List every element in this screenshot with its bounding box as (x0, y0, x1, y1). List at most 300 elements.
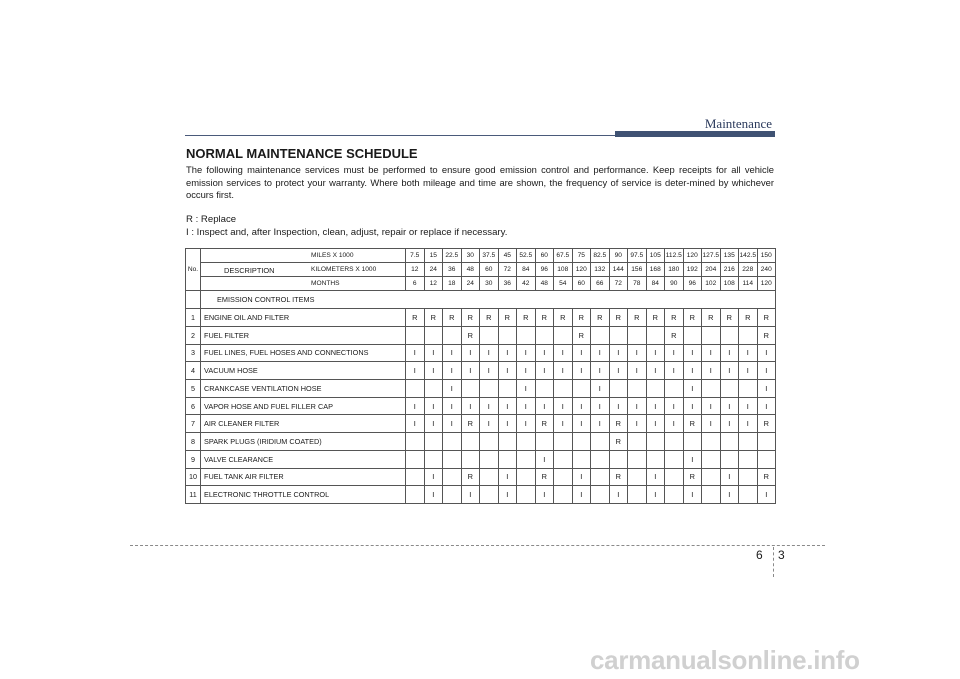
table-row (186, 344, 776, 362)
service-mark (517, 326, 536, 344)
interval-value: 48 (461, 263, 480, 277)
service-mark (628, 326, 647, 344)
footer-divider (773, 547, 774, 577)
service-mark (591, 486, 610, 504)
service-mark (406, 379, 425, 397)
service-mark: I (480, 397, 499, 415)
service-mark (480, 433, 499, 451)
service-mark: I (720, 397, 739, 415)
service-mark: I (757, 486, 776, 504)
interval-value: 6 (406, 277, 425, 291)
service-mark: I (424, 362, 443, 380)
service-mark: I (609, 362, 628, 380)
service-mark (702, 450, 721, 468)
service-mark: I (628, 344, 647, 362)
service-mark: I (572, 344, 591, 362)
service-mark (665, 486, 684, 504)
service-mark: I (424, 486, 443, 504)
service-mark: I (591, 415, 610, 433)
interval-value: 132 (591, 263, 610, 277)
interval-row (186, 249, 776, 263)
service-mark: I (702, 397, 721, 415)
service-mark (665, 379, 684, 397)
service-mark: R (535, 468, 554, 486)
service-mark (461, 450, 480, 468)
service-mark: I (683, 450, 702, 468)
service-mark: I (406, 397, 425, 415)
service-mark (609, 379, 628, 397)
group-label: EMISSION CONTROL ITEMS (201, 291, 776, 309)
interval-value: 30 (480, 277, 499, 291)
item-name: FUEL LINES, FUEL HOSES AND CONNECTIONS (201, 344, 406, 362)
service-mark (572, 450, 591, 468)
page-number: 3 (778, 548, 785, 562)
service-mark: R (609, 415, 628, 433)
service-mark: I (665, 415, 684, 433)
section-header: Maintenance (704, 116, 772, 131)
item-number: 8 (186, 433, 201, 451)
interval-value: 82.5 (591, 249, 610, 263)
service-mark: R (554, 309, 573, 327)
service-mark: R (609, 468, 628, 486)
service-mark: I (720, 344, 739, 362)
service-mark (609, 450, 628, 468)
service-mark (424, 450, 443, 468)
item-number: 4 (186, 362, 201, 380)
description-header: DESCRIPTION (224, 266, 275, 275)
item-number: 11 (186, 486, 201, 504)
service-mark: I (757, 362, 776, 380)
item-name: VALVE CLEARANCE (201, 450, 406, 468)
service-mark (702, 468, 721, 486)
service-mark (517, 468, 536, 486)
service-mark: I (424, 468, 443, 486)
interval-value: 96 (535, 263, 554, 277)
interval-value: 168 (646, 263, 665, 277)
service-mark (628, 468, 647, 486)
interval-value: 30 (461, 249, 480, 263)
service-mark (665, 450, 684, 468)
service-mark (517, 433, 536, 451)
table-row (186, 309, 776, 327)
service-mark: I (739, 415, 758, 433)
service-mark (757, 433, 776, 451)
service-mark: I (646, 397, 665, 415)
interval-value: 22.5 (443, 249, 462, 263)
interval-value: 75 (572, 249, 591, 263)
interval-value: 192 (683, 263, 702, 277)
service-mark: I (498, 362, 517, 380)
service-mark (702, 326, 721, 344)
service-mark (498, 433, 517, 451)
legend-replace: R : Replace (186, 214, 237, 225)
interval-value: 37.5 (480, 249, 499, 263)
service-mark (517, 450, 536, 468)
service-mark: I (406, 362, 425, 380)
interval-value: 96 (683, 277, 702, 291)
service-mark: I (591, 344, 610, 362)
service-mark: R (665, 326, 684, 344)
service-mark: I (554, 415, 573, 433)
service-mark: I (739, 344, 758, 362)
service-mark (665, 433, 684, 451)
interval-value: 102 (702, 277, 721, 291)
interval-value: 52.5 (517, 249, 536, 263)
item-name: VAPOR HOSE AND FUEL FILLER CAP (201, 397, 406, 415)
service-mark: I (702, 415, 721, 433)
service-mark (739, 326, 758, 344)
service-mark: R (683, 468, 702, 486)
service-mark (591, 433, 610, 451)
service-mark (498, 326, 517, 344)
service-mark: I (461, 362, 480, 380)
interval-value: 24 (461, 277, 480, 291)
service-mark: I (739, 397, 758, 415)
service-mark (535, 379, 554, 397)
service-mark (443, 450, 462, 468)
service-mark (461, 379, 480, 397)
service-mark: R (609, 433, 628, 451)
service-mark: I (535, 362, 554, 380)
schedule-title: NORMAL MAINTENANCE SCHEDULE (186, 146, 418, 161)
service-mark: I (609, 486, 628, 504)
service-mark (480, 468, 499, 486)
service-mark (424, 433, 443, 451)
service-mark (739, 486, 758, 504)
service-mark (702, 433, 721, 451)
service-mark (554, 433, 573, 451)
service-mark: I (646, 468, 665, 486)
service-mark: R (461, 415, 480, 433)
interval-value: 127.5 (702, 249, 721, 263)
interval-label: MONTHS (201, 277, 406, 291)
service-mark: I (739, 362, 758, 380)
service-mark: R (646, 309, 665, 327)
table-row (186, 362, 776, 380)
interval-value: 12 (406, 263, 425, 277)
interval-value: 120 (572, 263, 591, 277)
service-mark: I (554, 362, 573, 380)
service-mark (498, 450, 517, 468)
service-mark (646, 326, 665, 344)
service-mark: R (757, 326, 776, 344)
service-mark: I (720, 486, 739, 504)
service-mark: I (572, 486, 591, 504)
service-mark: R (591, 309, 610, 327)
service-mark (683, 433, 702, 451)
service-mark: I (572, 415, 591, 433)
interval-value: 67.5 (554, 249, 573, 263)
service-mark (443, 433, 462, 451)
service-mark: I (702, 362, 721, 380)
service-mark: I (517, 415, 536, 433)
interval-value: 84 (646, 277, 665, 291)
service-mark: I (572, 397, 591, 415)
interval-value: 216 (720, 263, 739, 277)
service-mark (739, 433, 758, 451)
service-mark (646, 433, 665, 451)
service-mark: I (591, 362, 610, 380)
service-mark (628, 450, 647, 468)
service-mark: R (535, 415, 554, 433)
service-mark (702, 486, 721, 504)
interval-value: 36 (498, 277, 517, 291)
service-mark (554, 450, 573, 468)
interval-value: 72 (498, 263, 517, 277)
interval-value: 120 (683, 249, 702, 263)
service-mark: R (739, 309, 758, 327)
service-mark: R (443, 309, 462, 327)
interval-value: 144 (609, 263, 628, 277)
service-mark: I (628, 362, 647, 380)
interval-value: 90 (665, 277, 684, 291)
service-mark: R (683, 309, 702, 327)
service-mark: I (720, 415, 739, 433)
service-mark: I (480, 362, 499, 380)
interval-value: 54 (554, 277, 573, 291)
service-mark (424, 379, 443, 397)
service-mark: I (628, 397, 647, 415)
interval-value: 156 (628, 263, 647, 277)
interval-value: 240 (757, 263, 776, 277)
service-mark: I (406, 415, 425, 433)
service-mark (591, 450, 610, 468)
interval-value: 7.5 (406, 249, 425, 263)
service-mark: I (443, 362, 462, 380)
service-mark: R (757, 468, 776, 486)
watermark: carmanualsonline.info (590, 645, 860, 675)
item-name: AIR CLEANER FILTER (201, 415, 406, 433)
service-mark (554, 379, 573, 397)
service-mark: R (702, 309, 721, 327)
service-mark (646, 379, 665, 397)
service-mark: I (461, 486, 480, 504)
service-mark: R (665, 309, 684, 327)
service-mark: R (609, 309, 628, 327)
service-mark (480, 450, 499, 468)
interval-value: 135 (720, 249, 739, 263)
service-mark (480, 379, 499, 397)
service-mark (720, 326, 739, 344)
service-mark: I (498, 468, 517, 486)
interval-value: 84 (517, 263, 536, 277)
service-mark (591, 468, 610, 486)
interval-value: 150 (757, 249, 776, 263)
service-mark: I (443, 379, 462, 397)
service-mark (628, 433, 647, 451)
item-name: SPARK PLUGS (IRIDIUM COATED) (201, 433, 406, 451)
service-mark (720, 450, 739, 468)
service-mark: I (517, 379, 536, 397)
service-mark: I (646, 344, 665, 362)
service-mark: I (628, 415, 647, 433)
interval-row (186, 277, 776, 291)
interval-value: 142.5 (739, 249, 758, 263)
service-mark: I (591, 379, 610, 397)
service-mark: I (424, 397, 443, 415)
page-chapter: 6 (756, 548, 763, 562)
interval-value: 45 (498, 249, 517, 263)
service-mark (628, 486, 647, 504)
service-mark (443, 486, 462, 504)
interval-value: 60 (535, 249, 554, 263)
service-mark: I (609, 344, 628, 362)
table-row (186, 415, 776, 433)
table-row (186, 468, 776, 486)
table-row (186, 486, 776, 504)
service-mark (646, 450, 665, 468)
service-mark: I (443, 344, 462, 362)
table-row (186, 450, 776, 468)
group-row (186, 291, 776, 309)
interval-value: 12 (424, 277, 443, 291)
interval-value: 97.5 (628, 249, 647, 263)
item-name: ENGINE OIL AND FILTER (201, 309, 406, 327)
service-mark (406, 486, 425, 504)
service-mark: I (535, 397, 554, 415)
intro-paragraph: The following maintenance services must be performed to ensure good emission control and performance. Keep receipts for all vehicle emission services to protect your warranty. Where both mileage and time are shown, the frequency of service is deter-mined by whichever occurs first. (186, 164, 774, 200)
item-name: FUEL FILTER (201, 326, 406, 344)
service-mark (406, 450, 425, 468)
footer-rule (130, 545, 825, 546)
interval-value: 112.5 (665, 249, 684, 263)
service-mark (554, 326, 573, 344)
maintenance-schedule-table (185, 248, 776, 504)
service-mark: R (461, 309, 480, 327)
interval-value: 105 (646, 249, 665, 263)
table-row (186, 326, 776, 344)
service-mark: I (424, 344, 443, 362)
item-name: ELECTRONIC THROTTLE CONTROL (201, 486, 406, 504)
interval-value: 78 (628, 277, 647, 291)
header-rule (185, 135, 615, 136)
service-mark: R (757, 415, 776, 433)
table-row (186, 379, 776, 397)
legend (186, 214, 507, 239)
service-mark (443, 326, 462, 344)
service-mark (720, 433, 739, 451)
service-mark: R (572, 326, 591, 344)
service-mark: I (572, 362, 591, 380)
service-mark (591, 326, 610, 344)
service-mark: I (461, 397, 480, 415)
service-mark: I (702, 344, 721, 362)
service-mark (739, 450, 758, 468)
service-mark (628, 379, 647, 397)
service-mark: R (683, 415, 702, 433)
interval-value: 204 (702, 263, 721, 277)
service-mark: I (683, 344, 702, 362)
service-mark: I (517, 362, 536, 380)
interval-value: 36 (443, 263, 462, 277)
service-mark (572, 433, 591, 451)
service-mark: I (517, 397, 536, 415)
service-mark (554, 468, 573, 486)
service-mark: I (480, 415, 499, 433)
service-mark: I (424, 415, 443, 433)
service-mark (572, 379, 591, 397)
interval-value: 48 (535, 277, 554, 291)
service-mark: R (572, 309, 591, 327)
service-mark (535, 326, 554, 344)
item-name: CRANKCASE VENTILATION HOSE (201, 379, 406, 397)
legend-inspect: I : Inspect and, after Inspection, clean, adjust, repair or replace if necessary. (186, 226, 508, 238)
service-mark (480, 486, 499, 504)
interval-value: 60 (480, 263, 499, 277)
item-name: FUEL TANK AIR FILTER (201, 468, 406, 486)
interval-value: 90 (609, 249, 628, 263)
service-mark (443, 468, 462, 486)
interval-label: KILOMETERS X 1000 (201, 263, 406, 277)
service-mark: R (517, 309, 536, 327)
service-mark: I (757, 344, 776, 362)
service-mark (683, 326, 702, 344)
service-mark: R (498, 309, 517, 327)
service-mark (665, 468, 684, 486)
service-mark: I (554, 344, 573, 362)
interval-value: 66 (591, 277, 610, 291)
service-mark: I (683, 379, 702, 397)
service-mark: R (480, 309, 499, 327)
interval-value: 180 (665, 263, 684, 277)
service-mark (535, 433, 554, 451)
service-mark: I (646, 486, 665, 504)
service-mark: I (757, 397, 776, 415)
service-mark: I (498, 344, 517, 362)
service-mark: I (646, 362, 665, 380)
service-mark (609, 326, 628, 344)
item-number: 1 (186, 309, 201, 327)
interval-value: 42 (517, 277, 536, 291)
service-mark: I (535, 486, 554, 504)
item-number: 6 (186, 397, 201, 415)
service-mark (554, 486, 573, 504)
service-mark: R (461, 326, 480, 344)
item-number: 5 (186, 379, 201, 397)
service-mark (739, 379, 758, 397)
item-number: 10 (186, 468, 201, 486)
item-number: 9 (186, 450, 201, 468)
service-mark: R (720, 309, 739, 327)
table-row (186, 397, 776, 415)
service-mark: I (517, 344, 536, 362)
no-header: No. (186, 249, 201, 291)
service-mark: I (646, 415, 665, 433)
service-mark (720, 379, 739, 397)
service-mark (757, 450, 776, 468)
service-mark: I (757, 379, 776, 397)
interval-value: 24 (424, 263, 443, 277)
service-mark: I (443, 397, 462, 415)
service-mark: I (591, 397, 610, 415)
interval-value: 120 (757, 277, 776, 291)
service-mark: I (572, 468, 591, 486)
service-mark: R (757, 309, 776, 327)
service-mark: I (665, 362, 684, 380)
service-mark: R (461, 468, 480, 486)
service-mark: I (498, 397, 517, 415)
interval-value: 228 (739, 263, 758, 277)
service-mark (406, 433, 425, 451)
interval-value: 15 (424, 249, 443, 263)
service-mark: I (720, 468, 739, 486)
service-mark: R (406, 309, 425, 327)
table-row (186, 433, 776, 451)
item-name: VACUUM HOSE (201, 362, 406, 380)
interval-value: 114 (739, 277, 758, 291)
service-mark: I (535, 450, 554, 468)
service-mark (517, 486, 536, 504)
